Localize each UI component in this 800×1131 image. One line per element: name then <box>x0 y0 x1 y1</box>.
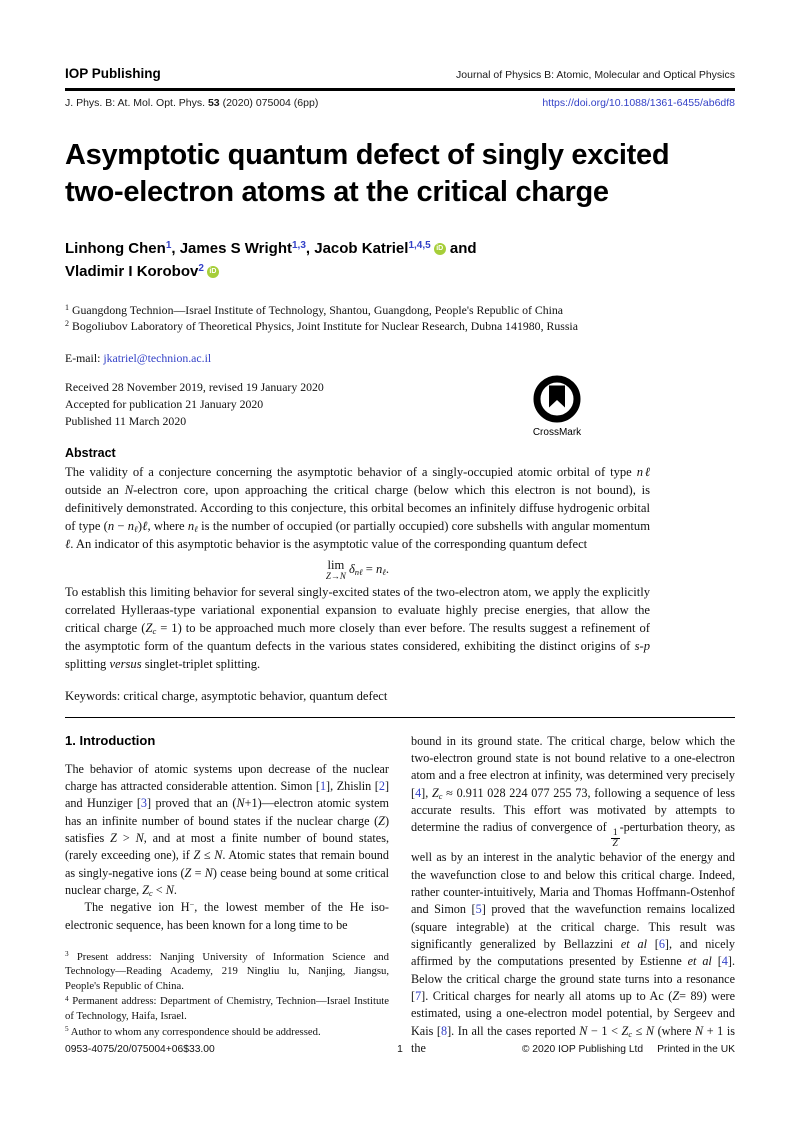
footnote: $^3$ Present address: Nanjing University of Information Science and Technology—Reading Academy, 219 Ningliu lu, Nanjing, Jiangsu, People's Republic of China. <box>65 950 389 992</box>
email-line: E-mail: jkatriel@technion.ac.il <box>65 351 212 366</box>
limit-operator: lim Z→N <box>325 557 346 582</box>
keywords-line: Keywords: critical charge, asymptotic behavior, quantum defect <box>65 688 388 703</box>
intro-paragraph-2: The negative ion H−, the lowest member of the He iso-electronic sequence, has been known for a long time to be <box>65 900 389 932</box>
citation-ref[interactable]: 4 <box>721 954 728 969</box>
affiliations <box>65 302 705 336</box>
journal-header <box>65 0 735 81</box>
citation-ref[interactable]: 6 <box>658 937 665 952</box>
citation-ref[interactable]: 5 <box>475 902 482 917</box>
author-affil-sup: 1 <box>165 240 172 252</box>
received-date: Received 28 November 2019, revised 19 January 2020 <box>65 380 324 395</box>
citation-ref[interactable]: 8 <box>440 1023 448 1038</box>
doi-link[interactable]: https://doi.org/10.1088/1361-6455/ab6df8 <box>542 97 735 109</box>
history-dates <box>65 379 324 438</box>
citation-row <box>65 97 735 109</box>
intro-paragraph-3: bound in its ground state. The critical charge, below which the two-electron ground state is not bound relative to a one-electron atom and a free electron at infinity, was determined very precisely [4], Zc ≈ 0.911 028 224 077 255 73, following a sequence of less accurate results. This effort was motivated by attempts to determine the radius of convergence of $\frac{1}{Z}$ -perturbation theory, as well as by an interest in the analytic behavior of the energy and the wavefunction close to and below this critical charge. Indeed, rather counter-intuitively, Maria and Thomas Hoffmann-Ostenhof and Simon [5] proved that the wavefunction remains localized (square integrable) at the critical charge. This result was significantly generalized by Bellazzini et al [6], and nicely affirmed by the computations presented by Estienne et al [4]. Below the critical charge the ground state turns into a resonance [7]. Critical charges for nearly all atoms up to Ac (Z= 89) were estimated, using a one-electron model potential, by Sergeev and Kais [8]. In all the cases reported N − 1 < Zc ≤ N (where N + 1 is the <box>411 733 735 1056</box>
email-link[interactable]: jkatriel@technion.ac.il <box>103 351 212 366</box>
footnote: $^5$ Author to whom any correspondence should be addressed. <box>65 1024 321 1038</box>
section-heading-introduction: 1. Introduction <box>65 732 156 748</box>
footnotes <box>65 950 389 1039</box>
citation-ref[interactable]: 7 <box>415 989 422 1004</box>
publisher-logo: IOP Publishing <box>65 66 161 81</box>
crossmark-icon <box>530 375 584 427</box>
author-affil-sup: 2 <box>198 263 204 275</box>
page-title: Asymptotic quantum defect of singly excited two-electron atoms at the critical charge <box>65 139 670 209</box>
left-column <box>65 733 389 1058</box>
equation <box>65 559 650 582</box>
citation-ref[interactable]: 1 <box>319 778 327 793</box>
issn-price-code: 0953-4075/20/075004+06$33.00 <box>65 1044 215 1055</box>
published-date: Published 11 March 2020 <box>65 414 187 429</box>
citation-ref[interactable]: 2 <box>378 778 385 793</box>
author-name: James S Wright <box>179 240 292 258</box>
accepted-date: Accepted for publication 21 January 2020 <box>65 397 264 412</box>
section-divider <box>65 717 735 718</box>
author-list: Linhong Chen$^1$, James S Wright$^{1,3}$, Jacob Katriel$^{1,4,5}$ iD and Vladimir I Korobov$^2$ iD <box>65 240 477 281</box>
footnote: $^4$ Permanent address: Department of Chemistry, Technion—Israel Institute of Technology, Haifa, Israel. <box>65 994 390 1023</box>
citation-ref[interactable]: 3 <box>140 796 147 811</box>
abstract-paragraph-2: To establish this limiting behavior for several singly-excited states of the two-electron atom, we apply the explicitly correlated Hylleraas-type variational exponential expansion to evaluate highly precise energies, that allow the critical charge (Zc = 1) to be approached much more closely than ever before. The results suggest a refinement of the asymptotic form of the quantum defects in the various states considered, exhibiting the distinct origins of s-p splitting versus singlet-triplet splitting. <box>65 585 650 671</box>
header-rule <box>65 88 735 91</box>
orcid-icon[interactable]: iD <box>207 266 219 278</box>
author-name: Jacob Katriel <box>314 240 409 258</box>
page-number: 1 <box>397 1044 403 1055</box>
right-column <box>411 733 735 1058</box>
citation-line: J. Phys. B: At. Mol. Opt. Phys. 53 (2020) 075004 (6pp) <box>65 97 319 109</box>
author-name: Vladimir I Korobov <box>65 263 199 281</box>
abstract-section <box>65 446 735 703</box>
equation-rhs: δnℓ = nℓ. <box>348 561 390 577</box>
page-footer <box>65 1044 735 1055</box>
body-columns <box>65 733 735 1058</box>
author-affil-sup: 1,4,5 <box>408 240 431 252</box>
affiliation-line: $^1$ Guangdong Technion—Israel Institute of Technology, Shantou, Guangdong, People's Republic of China <box>65 302 564 317</box>
author-name: Linhong Chen <box>65 240 166 258</box>
abstract-heading: Abstract <box>65 446 116 461</box>
intro-paragraph-1: The behavior of atomic systems upon decrease of the nuclear charge has attracted considerable attention. Simon [1], Zhislin [2] and Hunziger [3] proved that an (N+1)—electron atomic system has an infinite number of bound states if the nuclear charge (Z) satisfies Z > N, and at most a finite number of bound states, (rarely exceeding one), if Z ≤ N. Atomic states that remain bound as singly-negative ions (Z = N) cease being bound at some critical nuclear charge, Zc < N. <box>65 761 389 898</box>
affiliation-line: $^2$ Bogoliubov Laboratory of Theoretical Physics, Joint Institute for Nuclear Research, Dubna 141980, Russia <box>65 319 578 334</box>
dates-row <box>65 379 735 438</box>
author-affil-sup: 1,3 <box>291 240 306 252</box>
crossmark-label: CrossMark <box>532 427 582 439</box>
citation-ref[interactable]: 4 <box>415 785 422 800</box>
copyright-line: © 2020 IOP Publishing Ltd Printed in the UK <box>521 1044 735 1055</box>
journal-name: Journal of Physics B: Atomic, Molecular and Optical Physics <box>456 69 735 81</box>
orcid-icon[interactable]: iD <box>434 243 446 255</box>
abstract-paragraph-1: The validity of a conjecture concerning the asymptotic behavior of a singly-occupied atomic orbital of type nℓ outside an N-electron core, upon approaching the critical charge (below which this electron is not bound), is definitively demonstrated. According to this conjecture, this orbital becomes an infinitely diffuse hydrogenic orbital of type (n − nℓ)ℓ, where nℓ is the number of occupied (or partially occupied) core subshells with angular momentum ℓ. An indicator of this asymptotic behavior is the asymptotic value of the corresponding quantum defect <box>65 465 650 551</box>
crossmark-button[interactable] <box>527 375 587 438</box>
